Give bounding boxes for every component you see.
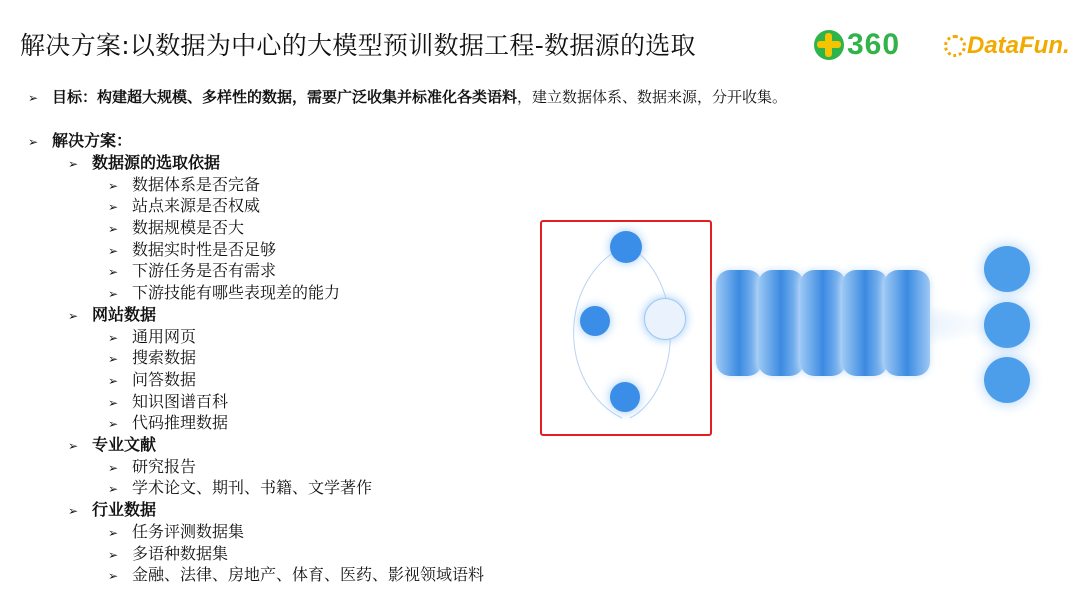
- arrow-bullet-icon: ➢: [108, 548, 119, 562]
- list-item: [108, 564, 484, 587]
- arrow-bullet-icon: ➢: [108, 526, 119, 540]
- section-heading-text: 行业数据: [92, 500, 157, 519]
- page-title: 解决方案:以数据为中心的大模型预训数据工程-数据源的选取: [20, 31, 696, 60]
- list-item: [108, 174, 260, 197]
- diagram-node-bottom: [610, 382, 640, 412]
- arrow-bullet-icon: ➢: [108, 352, 119, 366]
- list-item-text: 金融、法律、房地产、体育、医药、影视领域语料: [132, 565, 485, 584]
- solution-label: 解决方案：: [52, 131, 133, 150]
- section-heading: [68, 304, 156, 327]
- diagram-node-center: [644, 298, 686, 340]
- list-item-text: 下游任务是否有需求: [132, 261, 277, 280]
- list-item-text: 数据规模是否大: [132, 218, 245, 237]
- pipeline-stage-5: [884, 270, 930, 376]
- list-item-text: 搜索数据: [132, 348, 197, 367]
- section-heading: [68, 152, 220, 175]
- pipeline-stage-1: [716, 270, 762, 376]
- goal-prefix: 目标：: [52, 88, 98, 106]
- output-circle-2: [984, 302, 1030, 348]
- list-item: [108, 543, 228, 566]
- arrow-bullet-icon: ➢: [108, 569, 119, 583]
- logo-360-icon: [814, 30, 844, 60]
- arrow-bullet-icon: ➢: [108, 244, 119, 258]
- logo-360-text: 360: [847, 28, 901, 61]
- list-item-text: 任务评测数据集: [132, 522, 245, 541]
- arrow-bullet-icon: ➢: [28, 135, 39, 149]
- list-item-text: 站点来源是否权威: [132, 196, 261, 215]
- list-item-text: 下游技能有哪些表现差的能力: [132, 283, 341, 302]
- logo-datafun-text: DataFun.: [967, 32, 1070, 59]
- list-item: [108, 412, 228, 435]
- solution-line: [28, 130, 132, 153]
- diagram-node-top: [610, 231, 642, 263]
- list-item: [108, 456, 196, 479]
- list-item-text: 问答数据: [132, 370, 197, 389]
- section-heading-text: 数据源的选取依据: [92, 153, 221, 172]
- pipeline-stage-2: [758, 270, 804, 376]
- list-item: [108, 369, 196, 392]
- diagram-node-left: [580, 306, 610, 336]
- output-circle-1: [984, 246, 1030, 292]
- list-item-text: 多语种数据集: [132, 544, 229, 563]
- list-item: [108, 521, 244, 544]
- arrow-bullet-icon: ➢: [108, 265, 119, 279]
- arrow-bullet-icon: ➢: [108, 287, 119, 301]
- list-item-text: 通用网页: [132, 327, 197, 346]
- list-item-text: 数据体系是否完备: [132, 175, 261, 194]
- list-item: [108, 260, 276, 283]
- arrow-bullet-icon: ➢: [108, 200, 119, 214]
- list-item: [108, 217, 244, 240]
- section-heading-text: 专业文献: [92, 435, 157, 454]
- section-heading-text: 网站数据: [92, 305, 157, 324]
- list-item-text: 数据实时性是否足够: [132, 240, 277, 259]
- goal-rest-text: ，建立数据体系、数据来源，分开收集。: [517, 88, 788, 106]
- list-item: [108, 239, 276, 262]
- list-item-text: 研究报告: [132, 457, 197, 476]
- list-item: [108, 326, 196, 349]
- list-item: [108, 195, 260, 218]
- arrow-bullet-icon: ➢: [108, 482, 119, 496]
- goal-bold-text: 构建超大规模、多样性的数据，需要广泛收集并标准化各类语料: [97, 88, 518, 106]
- pipeline-stage-4: [842, 270, 888, 376]
- datafun-sun-icon: [944, 35, 966, 57]
- logo-datafun: [944, 29, 1070, 63]
- logo-360: [814, 28, 900, 62]
- list-item: [108, 282, 340, 305]
- arrow-bullet-icon: ➢: [108, 179, 119, 193]
- pipeline-stage-3: [800, 270, 846, 376]
- output-circle-3: [984, 357, 1030, 403]
- goal-line: [28, 87, 787, 109]
- list-item-text: 学术论文、期刊、书籍、文学著作: [132, 478, 373, 497]
- arrow-bullet-icon: ➢: [68, 504, 79, 518]
- arrow-bullet-icon: ➢: [68, 439, 79, 453]
- section-heading: [68, 499, 156, 522]
- section-heading: [68, 434, 156, 457]
- arrow-bullet-icon: ➢: [68, 309, 79, 323]
- list-item-text: 知识图谱百科: [132, 392, 229, 411]
- arrow-bullet-icon: ➢: [28, 91, 39, 105]
- list-item: [108, 477, 372, 500]
- arrow-bullet-icon: ➢: [108, 374, 119, 388]
- arrow-bullet-icon: ➢: [108, 396, 119, 410]
- arrow-bullet-icon: ➢: [108, 222, 119, 236]
- arrow-bullet-icon: ➢: [108, 331, 119, 345]
- arrow-bullet-icon: ➢: [68, 157, 79, 171]
- list-item: [108, 391, 228, 414]
- arrow-bullet-icon: ➢: [108, 461, 119, 475]
- list-item: [108, 347, 196, 370]
- list-item-text: 代码推理数据: [132, 413, 229, 432]
- arrow-bullet-icon: ➢: [108, 417, 119, 431]
